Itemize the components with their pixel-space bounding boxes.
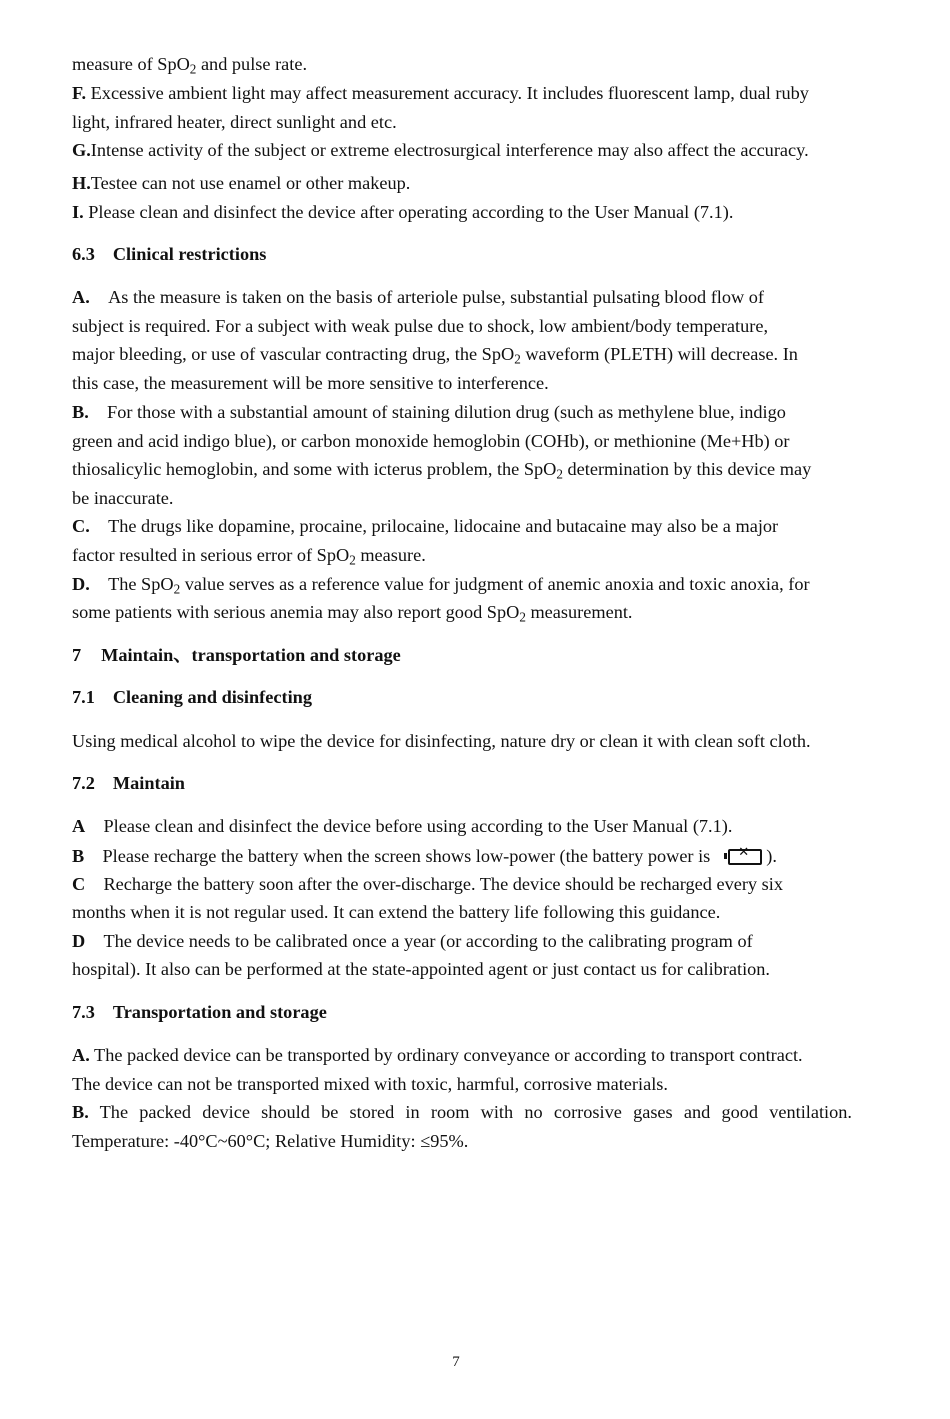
- paragraph-line: be inaccurate.: [72, 488, 174, 508]
- page-number: 7: [452, 1354, 460, 1370]
- list-item-a: A. The packed device can be transported by ordinary conveyance or according to transport contract.: [72, 1045, 803, 1065]
- section-heading-7-2: 7.2 Maintain: [72, 773, 185, 793]
- section-heading-6-3: 6.3 Clinical restrictions: [72, 244, 267, 264]
- list-item-g: G.Intense activity of the subject or extreme electrosurgical interference may also affect the accuracy.: [72, 140, 809, 160]
- list-item-d: D The device needs to be calibrated once a year (or according to the calibrating program of: [72, 931, 753, 951]
- list-item-i: I. Please clean and disinfect the device after operating according to the User Manual (7.1).: [72, 202, 734, 222]
- list-item-b: B. For those with a substantial amount of staining dilution drug (such as methylene blue, indigo: [72, 402, 786, 422]
- list-item-b: B. The packed device should be stored in room with no corrosive gases and good ventilation.: [72, 1102, 852, 1122]
- list-item-d: D. The SpO$_2$ value serves as a reference value for judgment of anemic anoxia and toxic anoxia, for: [72, 574, 810, 597]
- paragraph-line: hospital). It also can be performed at the state-appointed agent or just contact us for calibration.: [72, 959, 770, 979]
- paragraph-line: thiosalicylic hemoglobin, and some with icterus problem, the SpO$_2$ determination by this device may: [72, 459, 812, 482]
- paragraph-line: measure of SpO$_2$ and pulse rate.: [72, 54, 308, 77]
- paragraph-line: subject is required. For a subject with weak pulse due to shock, low ambient/body temperature,: [72, 316, 769, 336]
- paragraph-line: this case, the measurement will be more sensitive to interference.: [72, 373, 549, 393]
- paragraph-line: factor resulted in serious error of SpO$_2$ measure.: [72, 545, 426, 568]
- section-heading-7-3: 7.3 Transportation and storage: [72, 1002, 327, 1022]
- paragraph-line: light, infrared heater, direct sunlight and etc.: [72, 112, 397, 132]
- list-item-c: C. The drugs like dopamine, procaine, prilocaine, lidocaine and butacaine may also be a major: [72, 516, 779, 536]
- paragraph-line: Temperature: -40°C~60°C; Relative Humidity: ≤95%.: [72, 1131, 469, 1151]
- list-item-b: B Please recharge the battery when the screen shows low-power (the battery power is ✕ ).: [72, 845, 777, 866]
- list-item-a: A Please clean and disinfect the device before using according to the User Manual (7.1).: [72, 816, 733, 836]
- paragraph-line: months when it is not regular used. It can extend the battery life following this guidance.: [72, 902, 721, 922]
- paragraph-line: Using medical alcohol to wipe the device for disinfecting, nature dry or clean it with clean soft cloth.: [72, 731, 811, 751]
- list-item-a: A. As the measure is taken on the basis of arteriole pulse, substantial pulsating blood flow of: [72, 287, 765, 307]
- paragraph-line: green and acid indigo blue), or carbon monoxide hemoglobin (COHb), or methionine (Me+Hb) or: [72, 431, 790, 451]
- list-item-h: H.Testee can not use enamel or other makeup.: [72, 173, 411, 193]
- paragraph-line: major bleeding, or use of vascular contracting drug, the SpO$_2$ waveform (PLETH) will decrease. In: [72, 344, 798, 367]
- paragraph-line: The device can not be transported mixed with toxic, harmful, corrosive materials.: [72, 1074, 668, 1094]
- list-item-f: F. Excessive ambient light may affect measurement accuracy. It includes fluorescent lamp, dual ruby: [72, 83, 809, 103]
- list-item-c: C Recharge the battery soon after the over-discharge. The device should be recharged every six: [72, 874, 783, 894]
- section-heading-7: 7 Maintain、transportation and storage: [72, 645, 401, 665]
- paragraph-line: some patients with serious anemia may also report good SpO$_2$ measurement.: [72, 602, 633, 625]
- section-heading-7-1: 7.1 Cleaning and disinfecting: [72, 687, 312, 707]
- battery-low-icon: ✕: [724, 848, 762, 864]
